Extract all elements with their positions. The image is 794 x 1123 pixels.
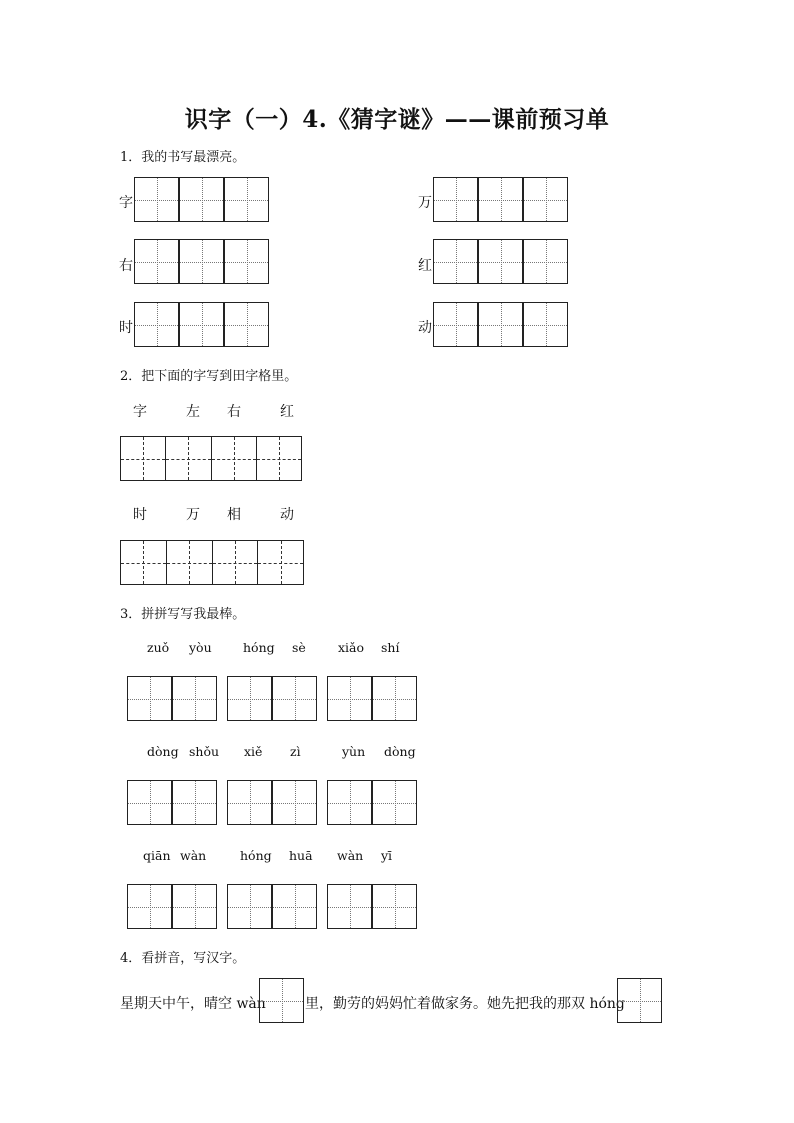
answer-tianzige-box[interactable] [617, 978, 662, 1023]
tianzige-cell[interactable] [127, 780, 172, 825]
q2-char: 右 [227, 404, 241, 420]
dashed-grid-cell[interactable] [257, 540, 304, 585]
pinyin-label: yòu [189, 640, 212, 655]
tianzige-cell[interactable] [224, 239, 269, 284]
tianzige-cell[interactable] [224, 302, 269, 347]
tianzige-cell[interactable] [134, 302, 179, 347]
q2-char: 字 [133, 404, 147, 420]
tianzige-cell[interactable] [134, 239, 179, 284]
pinyin-label: yī [381, 848, 393, 863]
tianzige-cell[interactable] [478, 302, 523, 347]
q2-char: 万 [186, 507, 200, 523]
pinyin-label: qiān [143, 848, 171, 863]
tianzige-cell[interactable] [227, 884, 272, 929]
pinyin-label: hóng [240, 848, 272, 863]
tianzige-cell[interactable] [478, 239, 523, 284]
tianzige-cell[interactable] [372, 676, 417, 721]
pinyin-label: shí [381, 640, 400, 655]
tianzige-cell[interactable] [327, 676, 372, 721]
tianzige-cell[interactable] [272, 676, 317, 721]
tianzige-cell[interactable] [433, 302, 478, 347]
pinyin-label: wàn [180, 848, 207, 863]
pinyin-label: dòng [384, 744, 416, 759]
question-1-heading: 1．我的书写最漂亮。 [120, 150, 246, 165]
dashed-grid-cell[interactable] [211, 436, 257, 481]
tianzige-cell[interactable] [327, 780, 372, 825]
tianzige-cell[interactable] [372, 780, 417, 825]
tianzige-cell[interactable] [327, 884, 372, 929]
tianzige-cell[interactable] [227, 676, 272, 721]
pinyin-label: shǒu [189, 744, 220, 759]
dashed-grid-cell[interactable] [166, 540, 213, 585]
tianzige-cell[interactable] [134, 177, 179, 222]
pinyin-label: huā [289, 848, 313, 863]
q2-char: 时 [133, 507, 147, 523]
tianzige-cell[interactable] [523, 302, 568, 347]
pinyin-label: dòng [147, 744, 179, 759]
tianzige-cell[interactable] [478, 177, 523, 222]
tianzige-cell[interactable] [227, 780, 272, 825]
q1-char-label: 红 [418, 258, 432, 274]
tianzige-cell[interactable] [172, 884, 217, 929]
q2-char: 左 [186, 404, 200, 420]
tianzige-cell[interactable] [127, 676, 172, 721]
tianzige-cell[interactable] [179, 302, 224, 347]
q4-sentence-part-2: 里，勤劳的妈妈忙着做家务。她先把我的那双 hóng [305, 996, 625, 1012]
tianzige-cell[interactable] [224, 177, 269, 222]
pinyin-label: zuǒ [147, 640, 170, 655]
q1-char-label: 字 [119, 195, 133, 211]
page-title: 识字（一）4.《猜字谜》——课前预习单 [184, 106, 610, 133]
dashed-grid-cell[interactable] [165, 436, 211, 481]
dashed-grid-cell[interactable] [120, 540, 167, 585]
q1-char-label: 万 [418, 195, 432, 211]
tianzige-cell[interactable] [179, 177, 224, 222]
tianzige-cell[interactable] [179, 239, 224, 284]
pinyin-label: sè [292, 640, 306, 655]
tianzige-cell[interactable] [523, 177, 568, 222]
pinyin-label: wàn [337, 848, 364, 863]
q1-char-label: 右 [119, 258, 133, 274]
pinyin-label: xiǎo [338, 640, 365, 655]
tianzige-cell[interactable] [272, 780, 317, 825]
pinyin-label: xiě [244, 744, 263, 759]
q2-char: 红 [280, 404, 294, 420]
question-2-heading: 2．把下面的字写到田字格里。 [120, 369, 298, 384]
dashed-grid-cell[interactable] [256, 436, 302, 481]
tianzige-cell[interactable] [523, 239, 568, 284]
q1-char-label: 时 [119, 320, 133, 336]
question-4-heading: 4．看拼音，写汉字。 [120, 951, 246, 966]
dashed-grid-cell[interactable] [212, 540, 259, 585]
q2-char: 动 [280, 507, 294, 523]
q1-char-label: 动 [418, 320, 432, 336]
tianzige-cell[interactable] [372, 884, 417, 929]
tianzige-cell[interactable] [433, 239, 478, 284]
tianzige-cell[interactable] [172, 676, 217, 721]
pinyin-label: hóng [243, 640, 275, 655]
pinyin-label: zì [290, 744, 301, 759]
q2-char: 相 [227, 507, 241, 523]
pinyin-label: yùn [342, 744, 366, 759]
tianzige-cell[interactable] [272, 884, 317, 929]
question-3-heading: 3．拼拼写写我最棒。 [120, 607, 246, 622]
tianzige-cell[interactable] [433, 177, 478, 222]
q4-sentence-part-1: 星期天中午，晴空 wàn [120, 996, 266, 1012]
tianzige-cell[interactable] [127, 884, 172, 929]
tianzige-cell[interactable] [172, 780, 217, 825]
answer-tianzige-box[interactable] [259, 978, 304, 1023]
dashed-grid-cell[interactable] [120, 436, 166, 481]
